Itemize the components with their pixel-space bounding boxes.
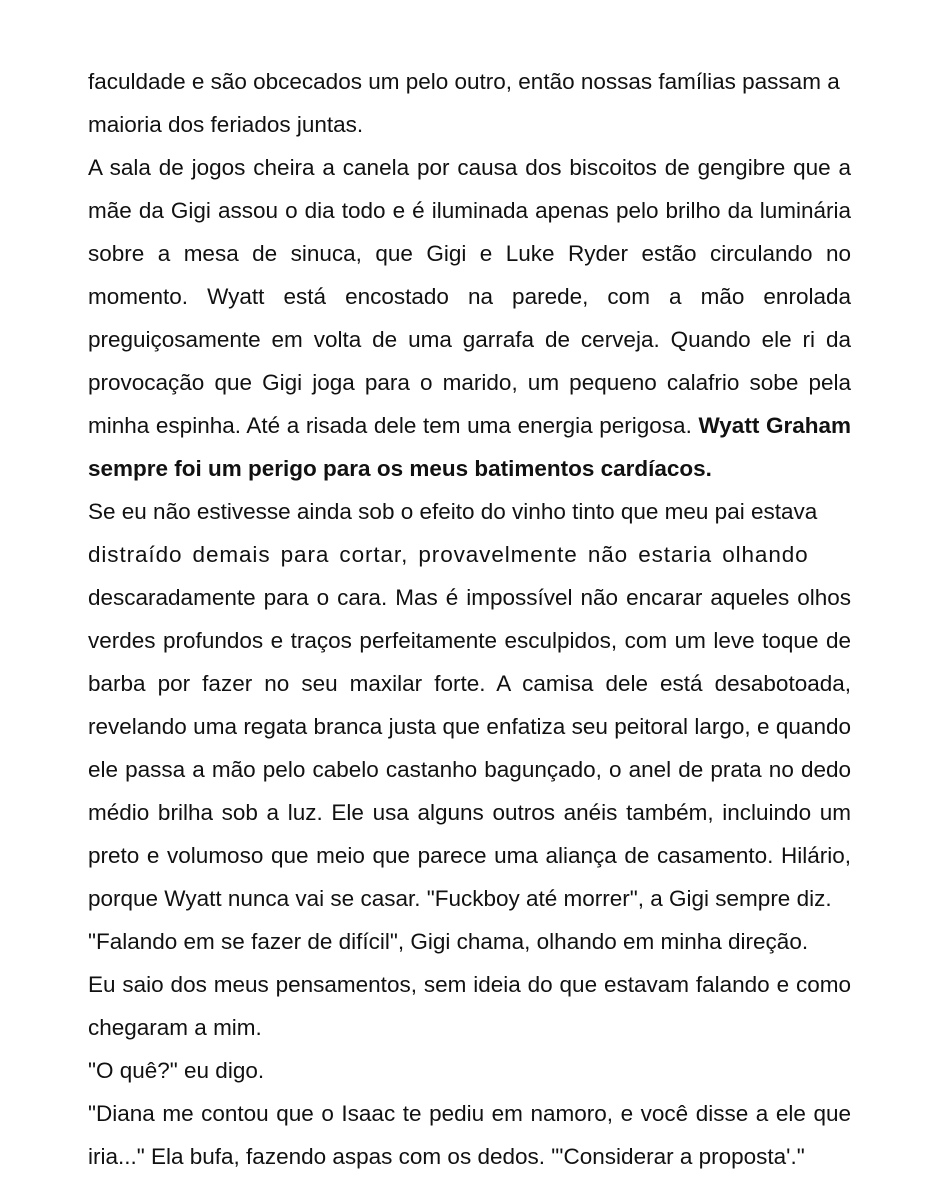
paragraph-3 [88, 490, 851, 920]
paragraph-6-text: "O quê?" eu digo. [88, 1058, 265, 1083]
paragraph-6 [88, 1049, 851, 1092]
paragraph-3-line-1: Se eu não estivesse ainda sob o efeito do vinho tinto que meu pai estava [88, 499, 818, 524]
paragraph-7 [88, 1092, 851, 1178]
paragraph-4-text: "Falando em se fazer de difícil", Gigi chama, olhando em minha direção. [88, 929, 809, 954]
paragraph-5 [88, 963, 851, 1049]
paragraph-2-text: A sala de jogos cheira a canela por causa dos biscoitos de gengibre que a mãe da Gigi assou o dia todo e é iluminada apenas pelo brilho da luminária sobre a mesa de sinuca, que Gigi e Luke Ryder estão circulando no momento. Wyatt está encostado na parede, com a mão enrolada preguiçosamente em volta de uma garrafa de cerveja. Quando ele ri da provocação que Gigi joga para o marido, um pequeno calafrio sobe pela minha espinha. Até a risada dele tem uma energia perigosa. [88, 155, 851, 438]
paragraph-1-line-2: maioria dos feriados juntas. [88, 112, 364, 137]
paragraph-7-text: "Diana me contou que o Isaac te pediu em namoro, e você disse a ele que iria..." Ela bufa, fazendo aspas com os dedos. "'Considerar a proposta'." [88, 1101, 851, 1169]
paragraph-3-line-2: distraído demais para cortar, provavelmente não estaria olhando [88, 542, 809, 567]
paragraph-3-rest: descaradamente para o cara. Mas é impossível não encarar aqueles olhos verdes profundos e traços perfeitamente esculpidos, com um leve toque de barba por fazer no seu maxilar forte. A camisa dele está desabotoada, revelando uma regata branca justa que enfatiza seu peitoral largo, e quando ele passa a mão pelo cabelo castanho bagunçado, o anel de prata no dedo médio brilha sob a luz. Ele usa alguns outros anéis também, incluindo um preto e volumoso que meio que parece uma aliança de casamento. Hilário, porque Wyatt nunca vai se casar. "Fuckboy até morrer", a Gigi sempre diz. [88, 585, 851, 911]
paragraph-2 [88, 146, 851, 490]
paragraph-1-line-1: faculdade e são obcecados um pelo outro, então nossas famílias passam a [88, 69, 840, 94]
document-body [88, 60, 851, 1178]
paragraph-1 [88, 60, 851, 146]
paragraph-4 [88, 920, 851, 963]
paragraph-5-text: Eu saio dos meus pensamentos, sem ideia do que estavam falando e como chegaram a mim. [88, 972, 851, 1040]
paragraph-2-bold-text: Wyatt Graham sempre foi um perigo para os meus batimentos cardíacos. [88, 413, 851, 481]
